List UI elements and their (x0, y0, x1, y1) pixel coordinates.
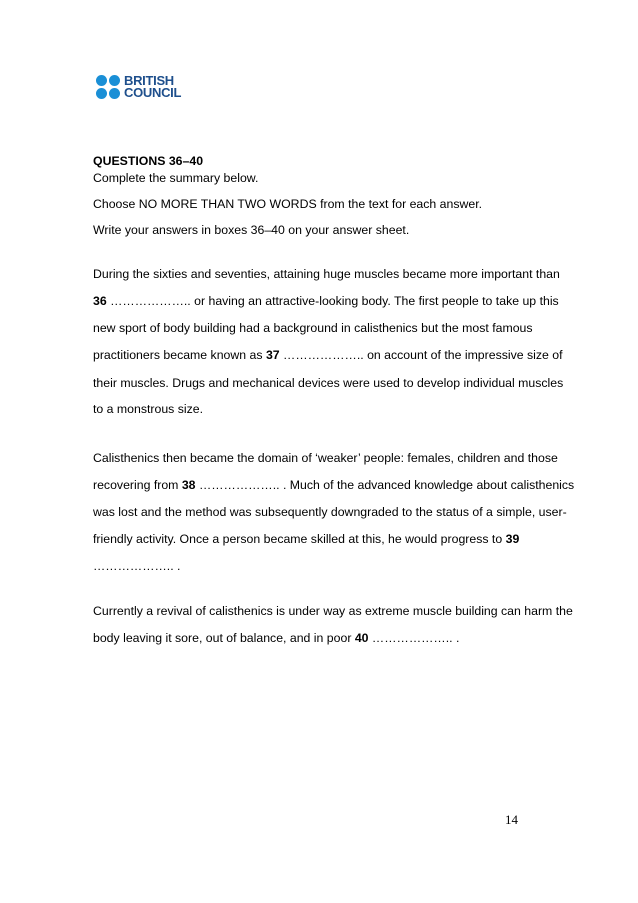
question-39: 39 (505, 532, 520, 546)
instruction: Complete the summary below. (93, 171, 259, 185)
text-line: was lost and the method was subsequently downgraded to the status of a simple, user- (93, 505, 567, 519)
page-number: 14 (505, 812, 518, 827)
text-line: new sport of body building had a background in calisthenics but the most famous (93, 321, 533, 335)
text-line: ……………….. . (93, 559, 181, 573)
question-37: 37 (265, 348, 280, 362)
text-line: practitioners became known as 37 ……………….. on account of the impressive size of (93, 348, 563, 362)
text-line: Currently a revival of calisthenics is under way as extreme muscle building can harm the (93, 604, 573, 618)
text-line: to a monstrous size. (93, 402, 204, 416)
text-line: 36 ……………….. or having an attractive-looking body. The first people to take up this (93, 294, 559, 308)
instruction: Choose NO MORE THAN TWO WORDS from the text for each answer. (93, 197, 483, 211)
text-line: recovering from 38 ……………….. . Much of the advanced knowledge about calisthenics (93, 478, 575, 492)
text-line: Calisthenics then became the domain of ‘weaker’ people: females, children and those (93, 451, 558, 465)
text-line: body leaving it sore, out of balance, and in poor 40 ……………….. . (93, 631, 460, 645)
logo-text: BRITISH COUNCIL (124, 73, 182, 100)
text-line: their muscles. Drugs and mechanical devices were used to develop individual muscles (93, 376, 564, 390)
section-heading: QUESTIONS 36–40 (93, 154, 204, 168)
logo-dots-icon (96, 75, 120, 99)
british-council-logo (96, 75, 181, 99)
question-38: 38 (181, 478, 196, 492)
instruction: Write your answers in boxes 36–40 on your answer sheet. (93, 223, 410, 237)
text-line: During the sixties and seventies, attaining huge muscles became more important than (93, 267, 560, 281)
question-40: 40 (354, 631, 369, 645)
text-line: friendly activity. Once a person became skilled at this, he would progress to 39 (93, 532, 520, 546)
question-36: 36 (93, 294, 107, 308)
